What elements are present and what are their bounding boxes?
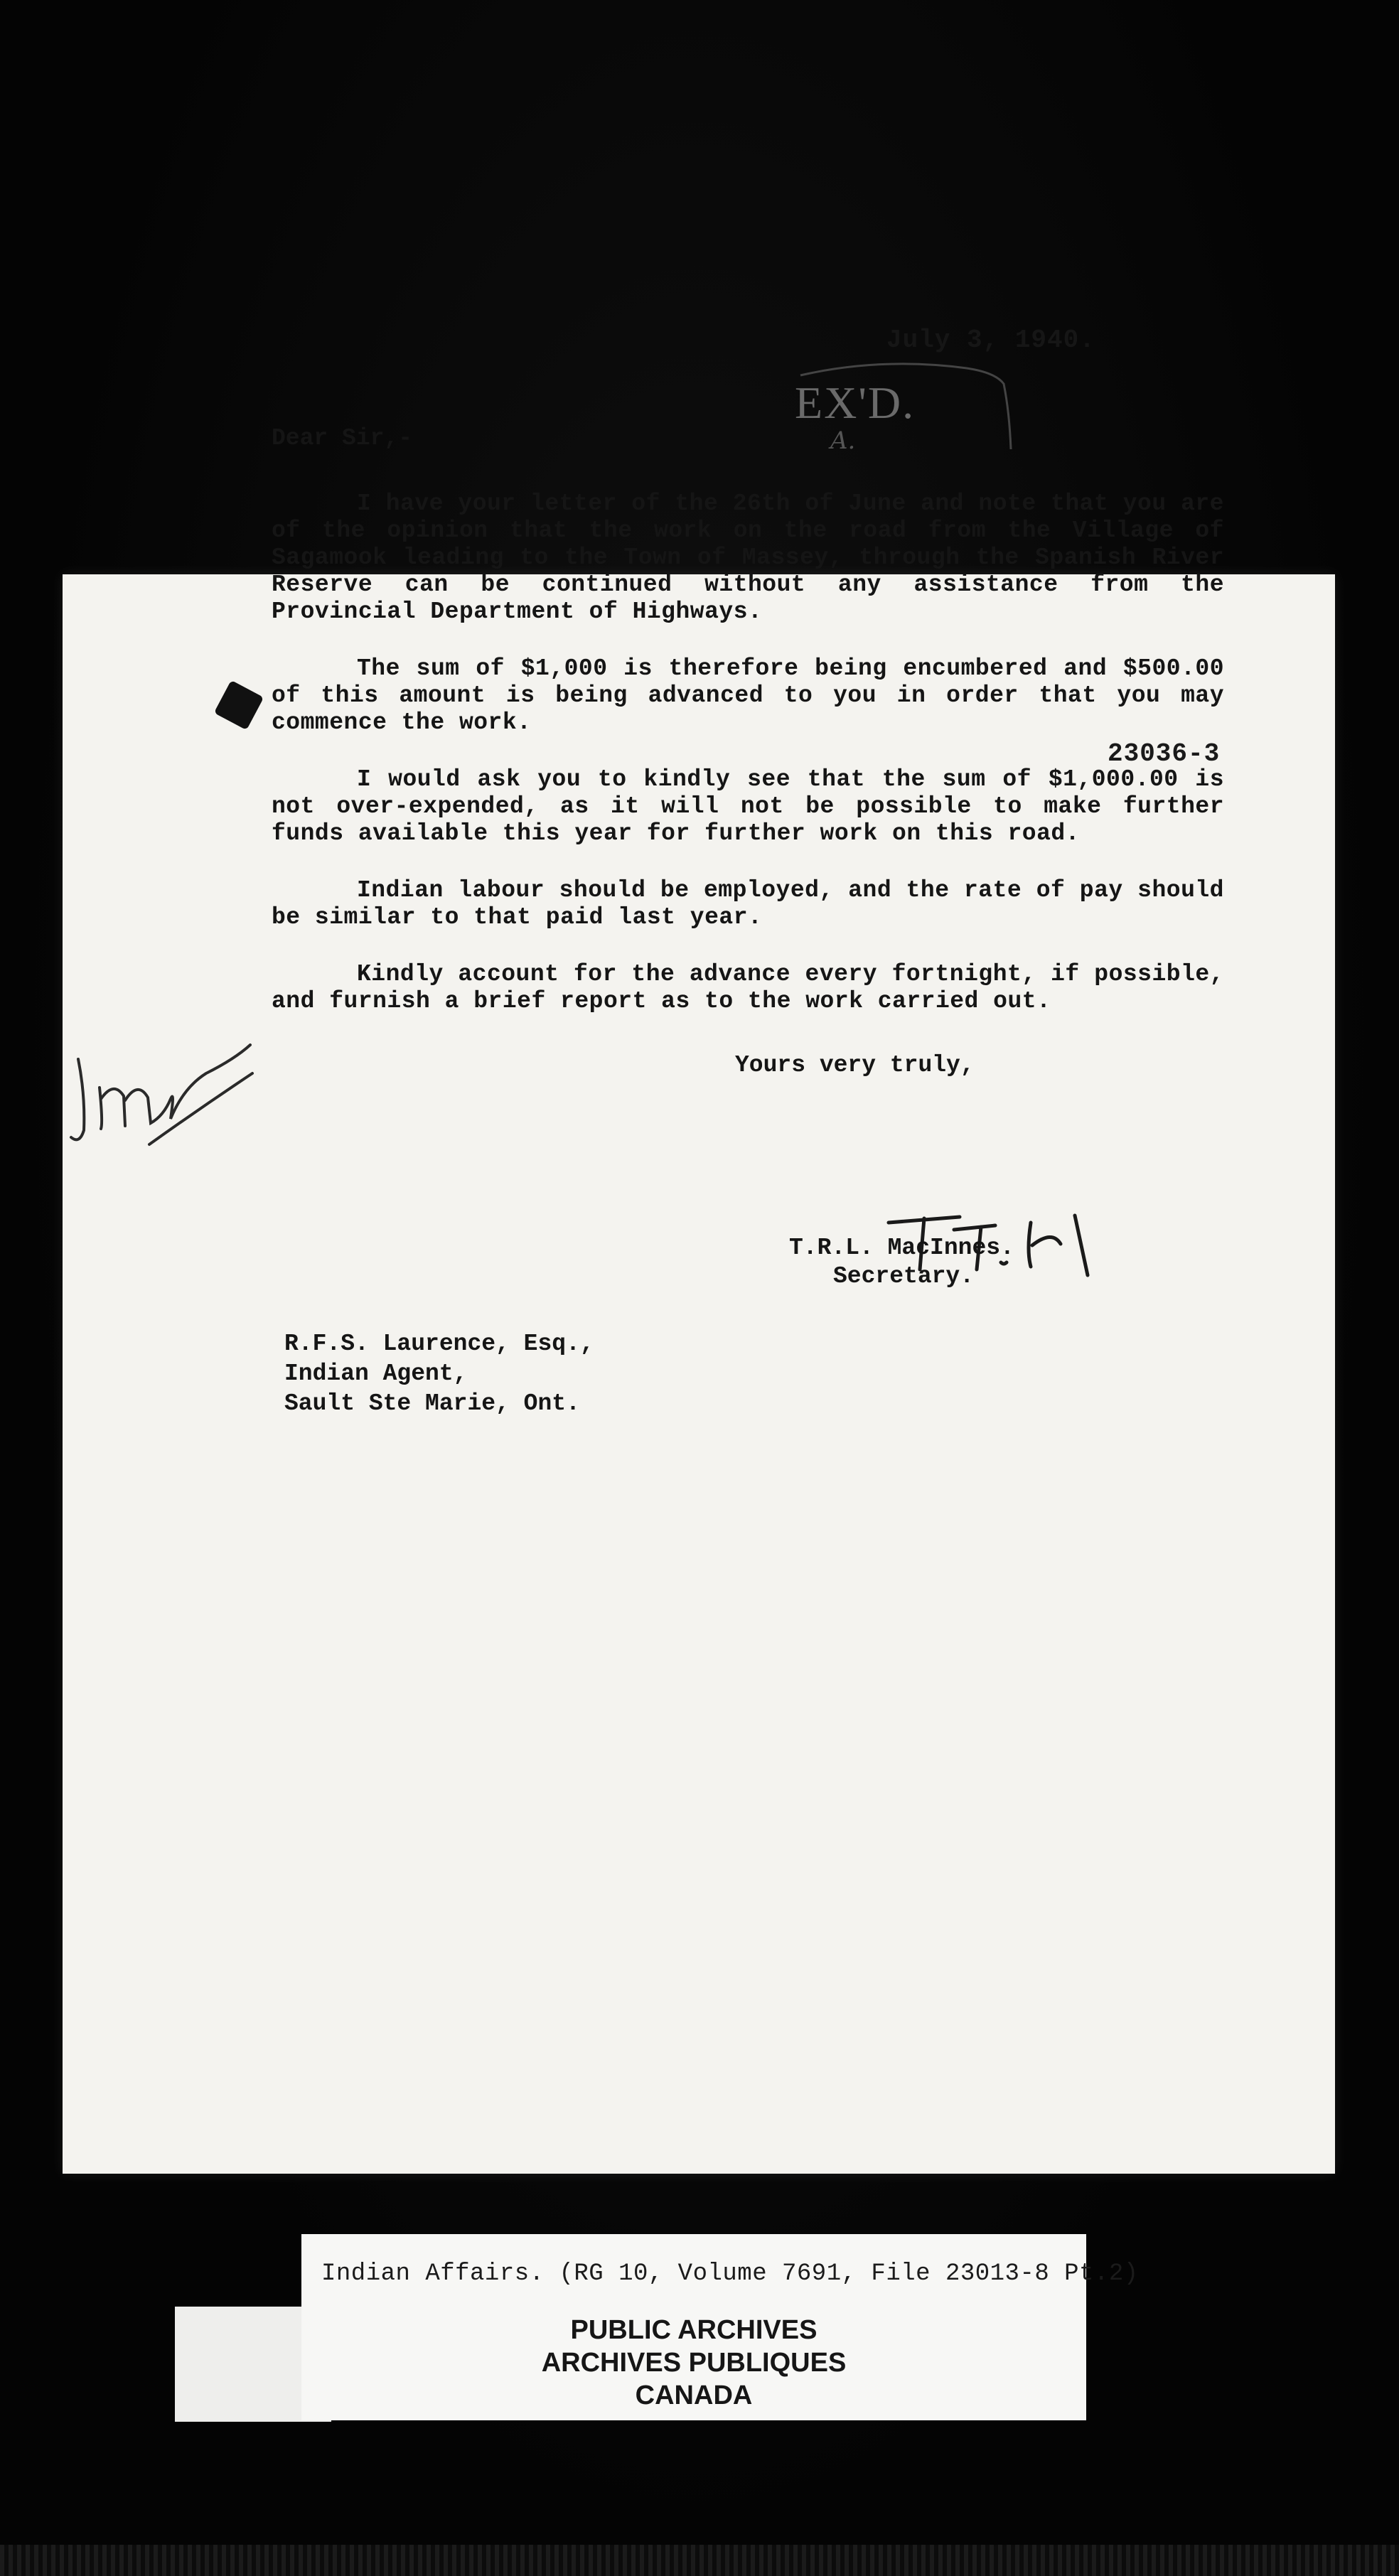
film-edge-strip — [0, 2545, 1399, 2576]
closing: Yours very truly, — [735, 1052, 975, 1078]
archive-line: PUBLIC ARCHIVES — [570, 2315, 818, 2345]
paragraph: Kindly account for the advance every fortnight, if possible, and furnish a brief report as to the work carried out. — [272, 961, 1224, 1014]
recipient-address — [284, 1329, 594, 1419]
address-line: R.F.S. Laurence, Esq., — [284, 1331, 594, 1357]
salutation: Dear Sir,- — [272, 425, 413, 451]
stamp-initial: A. — [830, 426, 856, 455]
letter-date: July 3, 1940. — [886, 326, 1095, 355]
paragraph: I would ask you to kindly see that the sum of $1,000.00 is not over-expended, as it will not be possible to make further funds available this year for further work on this road. — [272, 766, 1224, 847]
paragraph: Indian labour should be employed, and the rate of pay should be similar to that paid last year. — [272, 877, 1224, 930]
file-number: 23036-3 — [1108, 739, 1221, 768]
exd-stamp: EX'D. — [795, 377, 916, 428]
address-line: Sault Ste Marie, Ont. — [284, 1390, 580, 1417]
signer-title: Secretary. — [833, 1263, 975, 1289]
letter-body — [272, 490, 1224, 1045]
archive-reference: Indian Affairs. (RG 10, Volume 7691, File 23013-8 Pt.2) — [321, 2260, 1139, 2287]
archive-institution — [301, 2314, 1086, 2412]
signer-block — [789, 1234, 1014, 1291]
signer-name: T.R.L. MacInnes. — [789, 1235, 1014, 1261]
handwritten-initials — [64, 1031, 263, 1152]
address-line: Indian Agent, — [284, 1361, 468, 1387]
punch-hole — [214, 680, 264, 730]
paragraph: The sum of $1,000 is therefore being encumbered and $500.00 of this amount is being advanced to you in order that you may commence the work. — [272, 655, 1224, 736]
archive-line: CANADA — [635, 2381, 753, 2410]
archive-line: ARCHIVES PUBLIQUES — [541, 2348, 847, 2378]
paragraph: I have your letter of the 26th of June and note that you are of the opinion that the work on the road from the Village of Sagamook leading to the Town of Massey, through the Spanish River Reserve can be continued without any assistance from the Provincial Department of Highways. — [272, 490, 1224, 625]
